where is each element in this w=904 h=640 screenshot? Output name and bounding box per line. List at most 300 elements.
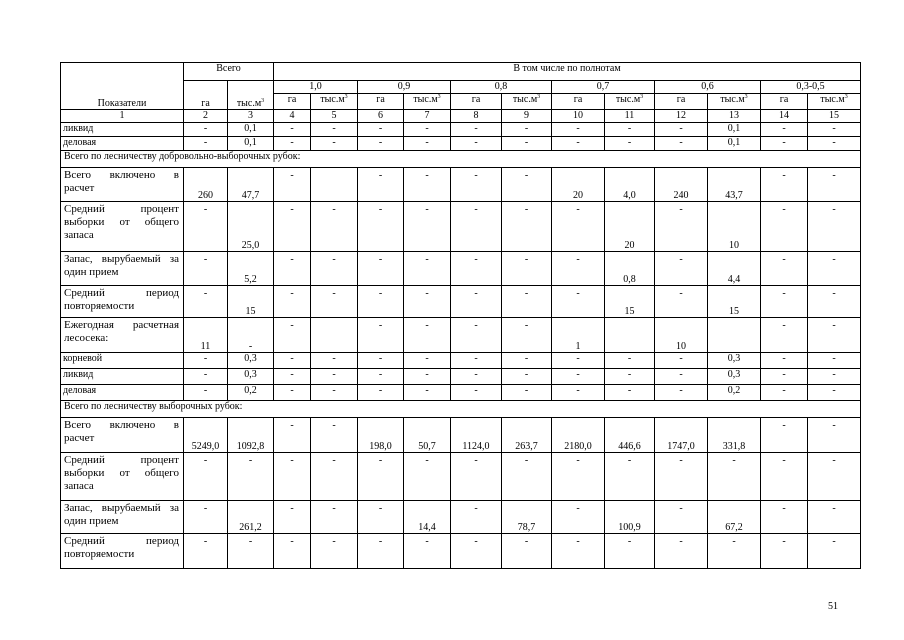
row-value: 15 bbox=[245, 306, 256, 317]
table-row bbox=[61, 369, 861, 385]
row-value: - bbox=[832, 455, 836, 466]
row-value-cell bbox=[184, 453, 228, 501]
row-label: ликвид bbox=[61, 369, 184, 385]
row-value-cell bbox=[655, 534, 708, 569]
row-value-cell bbox=[274, 202, 311, 252]
row-value-cell bbox=[808, 418, 861, 453]
forest-table bbox=[60, 62, 861, 569]
row-value-cell bbox=[605, 318, 655, 353]
row-value-cell bbox=[708, 418, 761, 453]
row-value: - bbox=[832, 320, 836, 331]
row-value-cell bbox=[228, 202, 274, 252]
row-value: - bbox=[782, 455, 786, 466]
row-value-cell bbox=[274, 168, 311, 202]
row-value: - bbox=[290, 320, 294, 331]
table-row bbox=[61, 168, 861, 202]
table-row bbox=[61, 418, 861, 453]
unit-vol bbox=[502, 94, 552, 110]
row-value: 0,2 bbox=[228, 385, 274, 401]
row-value: - bbox=[378, 455, 383, 466]
row-value: - bbox=[378, 170, 383, 181]
row-value: - bbox=[552, 385, 605, 401]
row-value: - bbox=[605, 385, 655, 401]
column-number: 9 bbox=[502, 110, 552, 123]
row-label: Запас, вырубаемый за один прием bbox=[61, 252, 184, 286]
row-value-cell bbox=[404, 501, 451, 534]
row-value: 67,2 bbox=[725, 522, 743, 533]
row-value: - bbox=[311, 353, 358, 369]
header-density-5: 0,6 bbox=[655, 81, 761, 94]
row-value-cell bbox=[605, 418, 655, 453]
row-value: - bbox=[761, 385, 808, 401]
row-value: 0,3 bbox=[228, 353, 274, 369]
row-value: - bbox=[502, 353, 552, 369]
row-value-cell bbox=[228, 286, 274, 318]
row-value-cell bbox=[358, 453, 404, 501]
row-value: - bbox=[425, 320, 429, 331]
row-value: - bbox=[679, 204, 683, 215]
row-label: Всего включено в расчет bbox=[61, 168, 184, 202]
row-value: 0,3 bbox=[228, 369, 274, 385]
row-value: - bbox=[311, 369, 358, 385]
row-value-cell bbox=[274, 501, 311, 534]
row-value-cell bbox=[708, 168, 761, 202]
row-value-cell bbox=[552, 534, 605, 569]
row-value-cell bbox=[451, 252, 502, 286]
row-value: - bbox=[311, 385, 358, 401]
row-value: - bbox=[184, 137, 228, 151]
row-value-cell bbox=[552, 453, 605, 501]
row-value: - bbox=[832, 170, 836, 181]
row-value-cell bbox=[228, 168, 274, 202]
row-value: 260 bbox=[198, 190, 213, 201]
row-value-cell bbox=[502, 418, 552, 453]
row-value: - bbox=[655, 385, 708, 401]
row-value: - bbox=[203, 536, 208, 547]
row-label: Средний процент выборки от общего запаса bbox=[61, 453, 184, 501]
row-value: - bbox=[184, 385, 228, 401]
header-density-3: 0,8 bbox=[451, 81, 552, 94]
row-value-cell bbox=[274, 418, 311, 453]
row-value: 4,0 bbox=[623, 190, 636, 201]
row-value-cell bbox=[761, 318, 808, 353]
row-value: - bbox=[782, 204, 786, 215]
row-value: - bbox=[502, 123, 552, 137]
column-number: 7 bbox=[404, 110, 451, 123]
row-value-cell bbox=[605, 168, 655, 202]
row-value: - bbox=[203, 455, 208, 466]
row-value: 11 bbox=[200, 341, 211, 352]
column-number: 14 bbox=[761, 110, 808, 123]
row-value: - bbox=[332, 204, 336, 215]
row-value: 1092,8 bbox=[236, 441, 265, 452]
row-value-cell bbox=[358, 168, 404, 202]
row-value: - bbox=[425, 204, 429, 215]
row-value: 10 bbox=[676, 341, 686, 352]
table-row bbox=[61, 123, 861, 137]
row-value-cell bbox=[228, 501, 274, 534]
row-value-cell bbox=[404, 453, 451, 501]
row-value: 50,7 bbox=[418, 441, 436, 452]
table-row bbox=[61, 353, 861, 369]
row-value: - bbox=[808, 369, 861, 385]
row-value-cell bbox=[655, 202, 708, 252]
row-value-cell bbox=[358, 501, 404, 534]
row-value: - bbox=[474, 503, 478, 514]
row-value-cell bbox=[502, 286, 552, 318]
row-value-cell bbox=[605, 501, 655, 534]
row-value-cell bbox=[311, 453, 358, 501]
row-value-cell bbox=[502, 168, 552, 202]
row-value: 10 bbox=[729, 240, 739, 251]
row-value-cell bbox=[404, 202, 451, 252]
row-value-cell bbox=[552, 168, 605, 202]
row-value: - bbox=[290, 288, 294, 299]
row-value: - bbox=[184, 123, 228, 137]
row-value-cell bbox=[761, 418, 808, 453]
row-value-cell bbox=[808, 202, 861, 252]
row-value-cell bbox=[404, 252, 451, 286]
row-value: 331,8 bbox=[722, 441, 746, 452]
row-value: - bbox=[576, 288, 580, 299]
row-value: 0,1 bbox=[228, 123, 274, 137]
row-value: - bbox=[782, 536, 786, 547]
column-number: 13 bbox=[708, 110, 761, 123]
row-value: - bbox=[679, 536, 683, 547]
row-value: - bbox=[248, 455, 253, 466]
row-value: - bbox=[332, 455, 336, 466]
row-value-cell bbox=[228, 534, 274, 569]
row-value: - bbox=[332, 536, 336, 547]
row-label: Средний период повторяемости bbox=[61, 534, 184, 569]
row-value-cell bbox=[451, 534, 502, 569]
unit-sup: 3 bbox=[437, 94, 441, 100]
row-value: - bbox=[404, 137, 451, 151]
row-value: - bbox=[404, 369, 451, 385]
row-value: - bbox=[782, 288, 786, 299]
unit-ha: га bbox=[761, 94, 808, 110]
row-value: - bbox=[832, 204, 836, 215]
section-row bbox=[61, 401, 861, 418]
column-number: 15 bbox=[808, 110, 861, 123]
row-value: - bbox=[290, 204, 294, 215]
row-value: 14,4 bbox=[418, 522, 436, 533]
row-value-cell bbox=[358, 534, 404, 569]
row-value-cell bbox=[358, 286, 404, 318]
row-value-cell bbox=[311, 318, 358, 353]
row-value: - bbox=[274, 369, 311, 385]
unit-ha: га bbox=[358, 94, 404, 110]
row-value: 5249,0 bbox=[191, 441, 220, 452]
row-value: 1 bbox=[575, 341, 581, 352]
unit-sup: 3 bbox=[344, 94, 348, 100]
row-value: - bbox=[576, 455, 580, 466]
row-value: - bbox=[808, 137, 861, 151]
row-value-cell bbox=[311, 286, 358, 318]
table-row bbox=[61, 453, 861, 501]
header-total-ha: га bbox=[184, 81, 228, 110]
unit-vol-text: тыс.м bbox=[615, 94, 641, 105]
row-value-cell bbox=[708, 286, 761, 318]
unit-sup: 3 bbox=[640, 94, 644, 100]
row-value: - bbox=[203, 204, 208, 215]
column-number: 3 bbox=[228, 110, 274, 123]
row-value-cell bbox=[808, 286, 861, 318]
row-value: - bbox=[332, 254, 336, 265]
row-label: ликвид bbox=[61, 123, 184, 137]
row-value: 0,3 bbox=[708, 369, 761, 385]
unit-ha: га bbox=[655, 94, 708, 110]
row-value: - bbox=[332, 420, 336, 431]
unit-vol bbox=[605, 94, 655, 110]
row-value: - bbox=[761, 369, 808, 385]
row-value-cell bbox=[311, 534, 358, 569]
row-value: - bbox=[184, 369, 228, 385]
row-value: - bbox=[358, 353, 404, 369]
row-value: - bbox=[474, 254, 478, 265]
column-number: 11 bbox=[605, 110, 655, 123]
row-value: - bbox=[655, 353, 708, 369]
row-value: - bbox=[184, 353, 228, 369]
row-label: Ежегодная расчетная лесосека: bbox=[61, 318, 184, 353]
row-value: - bbox=[378, 288, 383, 299]
row-value-cell bbox=[451, 501, 502, 534]
row-value-cell bbox=[708, 534, 761, 569]
row-value-cell bbox=[655, 418, 708, 453]
column-number: 2 bbox=[184, 110, 228, 123]
row-label: деловая bbox=[61, 137, 184, 151]
row-value-cell bbox=[808, 318, 861, 353]
row-value: 20 bbox=[573, 190, 583, 201]
row-value: - bbox=[203, 254, 208, 265]
row-value: - bbox=[679, 455, 683, 466]
row-value-cell bbox=[274, 286, 311, 318]
row-value-cell bbox=[358, 252, 404, 286]
row-value-cell bbox=[502, 252, 552, 286]
row-value: - bbox=[552, 353, 605, 369]
row-value: 25,0 bbox=[241, 240, 260, 251]
row-value-cell bbox=[552, 418, 605, 453]
row-label: Запас, вырубаемый за один прием bbox=[61, 501, 184, 534]
row-value: - bbox=[627, 455, 632, 466]
row-value: - bbox=[425, 288, 429, 299]
row-label: Средний период повторяемости bbox=[61, 286, 184, 318]
row-value: - bbox=[404, 385, 451, 401]
row-value: - bbox=[655, 137, 708, 151]
row-value: 198,0 bbox=[369, 441, 392, 452]
row-value: - bbox=[732, 536, 736, 547]
row-value-cell bbox=[184, 168, 228, 202]
header-by-density: В том числе по полнотам bbox=[274, 63, 861, 81]
row-value-cell bbox=[761, 534, 808, 569]
column-number: 10 bbox=[552, 110, 605, 123]
row-value-cell bbox=[655, 453, 708, 501]
row-value-cell bbox=[184, 418, 228, 453]
row-value: - bbox=[425, 170, 429, 181]
row-value-cell bbox=[708, 202, 761, 252]
row-value: - bbox=[605, 123, 655, 137]
row-value: - bbox=[782, 420, 786, 431]
row-value-cell bbox=[605, 453, 655, 501]
row-value-cell bbox=[708, 501, 761, 534]
row-value-cell bbox=[274, 318, 311, 353]
row-value: - bbox=[524, 536, 529, 547]
row-value-cell bbox=[655, 252, 708, 286]
row-value-cell bbox=[761, 286, 808, 318]
row-value: - bbox=[474, 204, 478, 215]
table-row bbox=[61, 137, 861, 151]
row-value: - bbox=[332, 503, 336, 514]
row-value-cell bbox=[761, 252, 808, 286]
row-value-cell bbox=[655, 501, 708, 534]
row-value: - bbox=[576, 254, 580, 265]
header-density-1: 1,0 bbox=[274, 81, 358, 94]
header-density-6: 0,3-0,5 bbox=[761, 81, 861, 94]
row-value: - bbox=[679, 503, 683, 514]
row-value: 15 bbox=[729, 306, 739, 317]
table-row bbox=[61, 385, 861, 401]
row-value-cell bbox=[502, 501, 552, 534]
row-value: - bbox=[358, 123, 404, 137]
row-value: - bbox=[605, 353, 655, 369]
row-value-cell bbox=[228, 453, 274, 501]
row-value: 261,2 bbox=[239, 522, 262, 533]
row-value: - bbox=[290, 254, 294, 265]
row-value-cell bbox=[808, 453, 861, 501]
row-value-cell bbox=[451, 453, 502, 501]
row-value-cell bbox=[552, 286, 605, 318]
page-number: 51 bbox=[828, 601, 838, 612]
row-value-cell bbox=[552, 318, 605, 353]
column-number: 5 bbox=[311, 110, 358, 123]
row-value-cell bbox=[451, 168, 502, 202]
row-value-cell bbox=[228, 418, 274, 453]
column-number: 12 bbox=[655, 110, 708, 123]
row-value-cell bbox=[404, 418, 451, 453]
section-row bbox=[61, 151, 861, 168]
row-value: - bbox=[552, 369, 605, 385]
row-value: - bbox=[524, 455, 529, 466]
row-value: 240 bbox=[673, 190, 689, 201]
row-value: - bbox=[274, 137, 311, 151]
row-value: - bbox=[474, 320, 478, 331]
row-value-cell bbox=[311, 252, 358, 286]
row-value: - bbox=[404, 123, 451, 137]
row-value: - bbox=[524, 254, 529, 265]
row-value: 2180,0 bbox=[564, 441, 592, 452]
row-value: - bbox=[524, 288, 529, 299]
row-value: - bbox=[378, 204, 383, 215]
row-label: деловая bbox=[61, 385, 184, 401]
table-row bbox=[61, 202, 861, 252]
row-value: - bbox=[524, 320, 529, 331]
table-row bbox=[61, 501, 861, 534]
row-value: - bbox=[782, 170, 786, 181]
row-value-cell bbox=[184, 318, 228, 353]
row-value: - bbox=[832, 420, 836, 431]
row-value: - bbox=[378, 320, 383, 331]
row-value-cell bbox=[808, 501, 861, 534]
unit-vol-text: тыс.м bbox=[512, 94, 538, 105]
row-value: - bbox=[451, 353, 502, 369]
row-value: - bbox=[290, 455, 294, 466]
row-value: - bbox=[576, 503, 580, 514]
row-value: 446,6 bbox=[618, 441, 641, 452]
row-value: - bbox=[425, 536, 429, 547]
section-title: Всего по лесничеству выборочных рубок: bbox=[61, 401, 861, 418]
row-value-cell bbox=[708, 318, 761, 353]
row-value: - bbox=[524, 170, 529, 181]
row-value-cell bbox=[552, 252, 605, 286]
row-value-cell bbox=[404, 168, 451, 202]
row-value: - bbox=[808, 353, 861, 369]
row-value-cell bbox=[184, 252, 228, 286]
row-value: - bbox=[203, 503, 208, 514]
row-value: - bbox=[732, 455, 736, 466]
row-label: Средний процент выборки от общего запаса bbox=[61, 202, 184, 252]
row-value-cell bbox=[761, 202, 808, 252]
row-value-cell bbox=[655, 286, 708, 318]
row-value-cell bbox=[184, 286, 228, 318]
unit-vol bbox=[404, 94, 451, 110]
row-value: - bbox=[451, 369, 502, 385]
header-indicators: Показатели bbox=[61, 63, 184, 110]
row-value: - bbox=[679, 288, 683, 299]
row-value: 0,1 bbox=[228, 137, 274, 151]
row-value: - bbox=[248, 341, 253, 352]
row-value-cell bbox=[761, 168, 808, 202]
column-number: 4 bbox=[274, 110, 311, 123]
row-value: - bbox=[451, 137, 502, 151]
row-value-cell bbox=[358, 202, 404, 252]
unit-vol-text: тыс.м bbox=[320, 94, 345, 105]
row-value: - bbox=[761, 353, 808, 369]
unit-vol-text: тыс.м bbox=[820, 94, 845, 105]
unit-vol-text: тыс.м bbox=[720, 94, 745, 105]
row-value-cell bbox=[708, 252, 761, 286]
header-total: Всего bbox=[184, 63, 274, 81]
row-value-cell bbox=[761, 501, 808, 534]
unit-ha: га bbox=[274, 94, 311, 110]
row-value: - bbox=[832, 288, 836, 299]
row-value: - bbox=[274, 123, 311, 137]
row-value: - bbox=[502, 369, 552, 385]
section-title: Всего по лесничеству добровольно-выборочных рубок: bbox=[61, 151, 861, 168]
row-value: - bbox=[358, 385, 404, 401]
row-value: 0,1 bbox=[708, 123, 761, 137]
row-value-cell bbox=[404, 318, 451, 353]
row-value-cell bbox=[605, 286, 655, 318]
row-value-cell bbox=[605, 252, 655, 286]
unit-vol bbox=[708, 94, 761, 110]
unit-sup: 3 bbox=[844, 94, 848, 100]
row-value: - bbox=[332, 288, 336, 299]
row-value: - bbox=[502, 137, 552, 151]
row-value: - bbox=[679, 254, 683, 265]
row-value: 0,3 bbox=[708, 353, 761, 369]
header-total-vol: $тыс.м^3$ bbox=[228, 81, 274, 110]
row-value-cell bbox=[552, 501, 605, 534]
row-value: 263,7 bbox=[515, 441, 538, 452]
row-value: 0,1 bbox=[708, 137, 761, 151]
row-value: - bbox=[576, 536, 580, 547]
row-value: 47,7 bbox=[241, 190, 260, 201]
row-value: - bbox=[425, 254, 429, 265]
row-value-cell bbox=[184, 534, 228, 569]
column-number: 6 bbox=[358, 110, 404, 123]
row-value: - bbox=[782, 254, 786, 265]
row-value: - bbox=[627, 536, 632, 547]
